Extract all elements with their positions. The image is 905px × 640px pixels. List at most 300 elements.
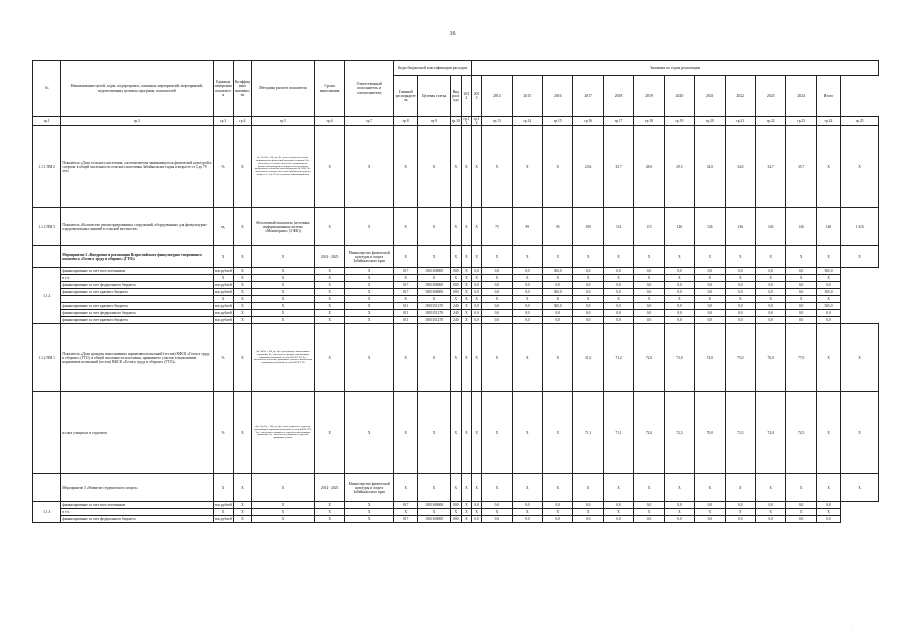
row-year-value: 89 — [512, 208, 542, 246]
financing-value: 0,0 — [543, 516, 573, 523]
financing-value: 0,0 — [543, 282, 573, 289]
row-year-value: Х — [461, 310, 471, 317]
row-cs: Х — [418, 474, 450, 502]
row-vr: Х — [450, 392, 461, 474]
financing-value: 0,0 — [786, 268, 816, 275]
financing-gl: 017 — [394, 289, 418, 296]
row-vr: Х — [450, 246, 461, 268]
row-coef: Х — [233, 303, 251, 310]
financing-value: 0,0 — [603, 268, 633, 275]
financing-vr: 240 — [450, 310, 461, 317]
header-method: Методика расчета показателя — [252, 61, 315, 117]
header-year: 2022 — [725, 76, 755, 117]
financing-name — [61, 296, 213, 303]
financing-value: Х — [816, 296, 840, 303]
header-vr: Вид расхода — [450, 76, 461, 117]
financing-value: 0,0 — [472, 516, 482, 523]
row-year-value: Х — [482, 126, 512, 208]
financing-cs: 1810100000 — [418, 289, 450, 296]
financing-value: 365,0 — [543, 268, 573, 275]
header-year: 2017 — [573, 76, 603, 117]
financing-value: 0,0 — [786, 516, 816, 523]
column-index-cell: гр.14 — [512, 117, 542, 126]
column-index-cell: гр.8 — [394, 117, 418, 126]
financing-value: 0,0 — [664, 289, 694, 296]
row-year-value: 115 — [634, 208, 664, 246]
financing-value: Х — [543, 275, 573, 282]
financing-unit: тыс.рублей — [214, 517, 232, 522]
header-name: Наименование целей, задач, подпрограмм, основных мероприятий, мероприятий, ведомственных целевых программ, показателей — [61, 61, 213, 117]
financing-value: 0,0 — [786, 303, 816, 310]
financing-value: Х — [573, 296, 603, 303]
event-row — [33, 246, 879, 268]
row-coef: Х — [233, 126, 251, 208]
financing-value: 0,0 — [755, 303, 785, 310]
row-method: Х — [252, 268, 315, 275]
financing-value: 0,0 — [482, 268, 512, 275]
row-year-value: 72,0 — [634, 392, 664, 474]
financing-gl: Х — [394, 275, 418, 282]
row-resp: Х — [345, 317, 394, 324]
row-year-value: Х — [816, 126, 840, 208]
financing-row — [33, 310, 879, 317]
row-resp: Х — [345, 208, 394, 246]
financing-value: 0,0 — [725, 516, 755, 523]
financing-value: 0,0 — [603, 310, 633, 317]
row-year-value: 74,0 — [755, 392, 785, 474]
row-year-value: Х — [543, 474, 573, 502]
row-resp: Х — [345, 289, 394, 296]
row-coef: Х — [233, 324, 251, 392]
column-index-cell: гр.2 — [61, 117, 213, 126]
financing-value: Х — [695, 509, 725, 516]
header-year: 2019 — [634, 76, 664, 117]
header-year: 2020 — [664, 76, 694, 117]
row-year-value: Х — [461, 246, 471, 268]
financing-value: Х — [482, 275, 512, 282]
row-year-value: Х — [461, 392, 471, 474]
financing-vr: Х — [450, 509, 461, 516]
row-year-value: Х — [603, 246, 633, 268]
row-year-value: 72,0 — [634, 324, 664, 392]
row-year-value: Х — [816, 324, 840, 392]
financing-name: финансирование за счет краевого бюджета — [61, 289, 213, 296]
column-index-cell: гр.22 — [755, 117, 785, 126]
financing-value: 0,0 — [664, 268, 694, 275]
financing-vr: 000 — [450, 289, 461, 296]
header-year: 2014 — [482, 76, 512, 117]
row-num — [33, 392, 61, 474]
financing-unit: тыс.рублей — [214, 283, 232, 288]
column-index-cell: гр.23 — [786, 117, 816, 126]
row-year-value: 34,0 — [725, 126, 755, 208]
row-term: Х — [314, 303, 344, 310]
financing-cs: 1810100000 — [418, 268, 450, 275]
row-year-value: Х — [482, 246, 512, 268]
row-term: 2014 - 2025 — [314, 474, 344, 502]
financing-value: 0,0 — [512, 289, 542, 296]
financing-value: 0,0 — [725, 268, 755, 275]
row-year-value: Х — [573, 474, 603, 502]
financing-value: 0,0 — [482, 317, 512, 324]
financing-row — [33, 296, 879, 303]
financing-value: Х — [725, 275, 755, 282]
row-resp: Х — [345, 303, 394, 310]
row-unit: Х — [213, 474, 233, 502]
row-year-value: 25,7 — [603, 126, 633, 208]
column-index-cell: гр.12 — [472, 117, 482, 126]
financing-value: 0,0 — [695, 310, 725, 317]
row-year-value: Х — [816, 474, 840, 502]
row-year-value: 71,1 — [603, 392, 633, 474]
financing-value: 0,0 — [664, 303, 694, 310]
financing-value: Х — [512, 275, 542, 282]
row-name: Мероприятие 3 «Развитие студенческого спорта» — [61, 474, 213, 502]
financing-value: 0,0 — [472, 317, 482, 324]
row-method: Дв=Чв/Чу × 100, где Дв - доля граждан, выполнивших нормативы; Чв - численность граждан, выполнивших нормативы испытаний (тестов) ВФСК ГТО; Чу - численность населения, принявшего участие в выполнении нормативов испытаний (тестов) ВФСК ГТО — [252, 324, 315, 392]
column-index-cell: гр.17 — [603, 117, 633, 126]
financing-name: в т.ч. — [61, 275, 213, 282]
financing-value: 0,0 — [816, 516, 840, 523]
financing-value: 0,0 — [472, 502, 482, 509]
row-method: Х — [252, 296, 315, 303]
financing-value: Х — [755, 509, 785, 516]
financing-value: 0,0 — [603, 317, 633, 324]
financing-value: 0,0 — [755, 317, 785, 324]
financing-row — [33, 317, 879, 324]
financing-value: 365,0 — [543, 303, 573, 310]
financing-value: 0,0 — [695, 268, 725, 275]
row-coef: Х — [233, 310, 251, 317]
row-method: Х — [252, 303, 315, 310]
row-year-value: 23,6 — [573, 126, 603, 208]
row-coef: Х — [233, 275, 251, 282]
financing-unit: Х — [213, 296, 233, 303]
row-year-value: Х — [664, 246, 694, 268]
financing-row — [33, 516, 879, 523]
financing-gl: Х — [394, 509, 418, 516]
row-resp: Х — [345, 268, 394, 275]
financing-value: 0,0 — [634, 303, 664, 310]
row-coef: Х — [233, 392, 251, 474]
financing-value: 0,0 — [573, 317, 603, 324]
financing-value: Х — [603, 296, 633, 303]
financing-value: 0,0 — [634, 268, 664, 275]
financing-name: финансирование за счет федерального бюджета — [61, 282, 213, 289]
financing-unit: тыс.рублей — [214, 304, 232, 309]
row-year-value: 29,5 — [664, 126, 694, 208]
financing-value: 0,0 — [816, 282, 840, 289]
row-name: Показатель «Количество реконструированных сооружений, оборудованных для физкультурно-оздоровительных занятий в сельской местности» — [61, 208, 213, 246]
financing-value: 0,0 — [664, 502, 694, 509]
row-vr: Х — [450, 126, 461, 208]
row-year-value: Х — [461, 268, 471, 275]
row-unit: Х — [213, 246, 233, 268]
row-total: Х — [841, 474, 879, 502]
row-year-value: Х — [472, 474, 482, 502]
financing-cs: 1810151270 — [418, 303, 450, 310]
financing-name: финансирование за счет всех источников — [61, 502, 213, 509]
row-year-value: Х — [472, 208, 482, 246]
row-year-value: 76,0 — [755, 324, 785, 392]
row-year-value: Х — [461, 289, 471, 296]
financing-gl: 017 — [394, 282, 418, 289]
row-method: Х — [252, 317, 315, 324]
financing-value: Х — [482, 296, 512, 303]
financing-value: 0,0 — [664, 317, 694, 324]
row-year-value: 28,0 — [634, 126, 664, 208]
financing-value: Х — [755, 296, 785, 303]
row-resp: Х — [345, 126, 394, 208]
row-term: Х — [314, 126, 344, 208]
row-resp: Х — [345, 275, 394, 282]
row-resp: Министерство физической культуры и спорта Забайкальского края — [345, 474, 394, 502]
financing-value: 0,0 — [786, 317, 816, 324]
header-term: Сроки выполнения — [314, 61, 344, 117]
column-index-cell: гр.16 — [573, 117, 603, 126]
financing-value: 0,0 — [603, 303, 633, 310]
financing-value: Х — [634, 296, 664, 303]
financing-value: 0,0 — [634, 310, 664, 317]
financing-value: Х — [472, 296, 482, 303]
row-method: Х — [252, 502, 315, 509]
financing-name: в т.ч. — [61, 509, 213, 516]
financing-value: 0,0 — [725, 310, 755, 317]
row-year-value: 71,1 — [573, 392, 603, 474]
row-term: Х — [314, 324, 344, 392]
row-cs: Х — [418, 246, 450, 268]
column-index-cell: гр.10 — [450, 117, 461, 126]
row-num: 1.1.2 ПМ 3 — [33, 208, 61, 246]
financing-gl: Х — [394, 296, 418, 303]
financing-value: 0,0 — [472, 310, 482, 317]
financing-value: 0,0 — [816, 502, 840, 509]
financing-value: Х — [543, 296, 573, 303]
financing-value: 0,0 — [482, 289, 512, 296]
financing-name: финансирование за счет всех источников — [61, 268, 213, 275]
financing-value: 0,0 — [573, 289, 603, 296]
row-resp: Х — [345, 324, 394, 392]
financing-unit: Х — [213, 275, 233, 282]
financing-value: Х — [725, 296, 755, 303]
row-resp: Х — [345, 310, 394, 317]
event-financing-block — [33, 268, 879, 324]
financing-value: 365,0 — [816, 268, 840, 275]
row-name: Показатель «Доля сельского населения, систематически занимающегося физической культурой и спортом, в общей численности сельского населения Забайкальского края в возрасте от 3 до 79 лет» — [61, 126, 213, 208]
row-term: Х — [314, 310, 344, 317]
financing-value: 0,0 — [755, 502, 785, 509]
row-resp: Х — [345, 392, 394, 474]
row-year-value: Х — [461, 516, 471, 523]
column-index-cell: гр.19 — [664, 117, 694, 126]
financing-vr: 000 — [450, 502, 461, 509]
financing-value: 0,0 — [573, 516, 603, 523]
column-index-cell: гр.21 — [725, 117, 755, 126]
financing-value: 0,0 — [482, 282, 512, 289]
financing-vr: 000 — [450, 268, 461, 275]
row-term: 2014 - 2025 — [314, 246, 344, 268]
header-cs: Целевая статья — [418, 76, 450, 117]
financing-value: 0,0 — [755, 282, 785, 289]
row-term: Х — [314, 509, 344, 516]
row-year-value: 74,5 — [786, 392, 816, 474]
column-index-cell: гр.25 — [841, 117, 879, 126]
financing-value: Х — [472, 509, 482, 516]
row-year-value: 72,5 — [664, 392, 694, 474]
financing-value: 0,0 — [512, 516, 542, 523]
row-num — [33, 474, 61, 502]
financing-unit: тыс.рублей — [214, 290, 232, 295]
financing-gl: 011 — [394, 310, 418, 317]
row-year-value: Х — [543, 126, 573, 208]
row-total: Х — [841, 392, 879, 474]
row-method: Х — [252, 509, 315, 516]
financing-value: Х — [664, 275, 694, 282]
row-term: Х — [314, 392, 344, 474]
row-resp: Министерство физической культуры и спорта Забайкальского края — [345, 246, 394, 268]
row-year-value: Х — [816, 246, 840, 268]
financing-value: 0,0 — [695, 303, 725, 310]
financing-name: финансирование за счет краевого бюджета — [61, 303, 213, 310]
financing-value: 0,0 — [634, 282, 664, 289]
financing-value: 0,0 — [786, 282, 816, 289]
row-year-value: Х — [543, 392, 573, 474]
row-year-value: Х — [472, 246, 482, 268]
header-gl: Главный распорядитель — [394, 76, 418, 117]
row-coef: Х — [233, 289, 251, 296]
program-table — [32, 60, 879, 523]
row-year-value: Х — [461, 126, 471, 208]
row-unit: ед. — [213, 208, 233, 246]
row-coef: Х — [233, 208, 251, 246]
row-year-value: Х — [461, 474, 471, 502]
row-total: 1 316 — [841, 208, 879, 246]
row-term: Х — [314, 275, 344, 282]
financing-value: 0,0 — [472, 303, 482, 310]
column-index-cell: гр.5 — [252, 117, 315, 126]
financing-value: 0,0 — [573, 282, 603, 289]
financing-value: 0,0 — [512, 502, 542, 509]
row-year-value: Х — [461, 296, 471, 303]
financing-cs: 1810151270 — [418, 310, 450, 317]
row-year-value: Х — [816, 392, 840, 474]
row-year-value: Х — [472, 126, 482, 208]
row-year-value: Х — [725, 246, 755, 268]
header-year: 2013 — [472, 76, 482, 117]
financing-vr: Х — [450, 296, 461, 303]
row-year-value: Х — [634, 246, 664, 268]
column-index-cell: гр.15 — [543, 117, 573, 126]
header-year: 2021 — [695, 76, 725, 117]
financing-cs: 1810151270 — [418, 317, 450, 324]
financing-row — [33, 502, 879, 509]
row-resp: Х — [345, 516, 394, 523]
row-unit: % — [213, 392, 233, 474]
financing-value: Х — [472, 275, 482, 282]
financing-value: Х — [695, 275, 725, 282]
row-year-value: Х — [786, 246, 816, 268]
financing-unit: тыс.рублей — [214, 503, 232, 508]
row-year-value: 70,0 — [695, 392, 725, 474]
header-year: 2023 — [755, 76, 785, 117]
financing-value: 0,0 — [755, 310, 785, 317]
row-year-value: Х — [664, 474, 694, 502]
event-financing-block — [33, 502, 879, 523]
row-total: Х — [841, 324, 879, 392]
financing-value: 0,0 — [603, 282, 633, 289]
financing-value: Х — [755, 275, 785, 282]
row-total: Х — [841, 246, 879, 268]
financing-cs: 1810100000 — [418, 502, 450, 509]
financing-cs: Х — [418, 296, 450, 303]
row-year-value: Х — [603, 474, 633, 502]
financing-row — [33, 289, 879, 296]
financing-gl: 017 — [394, 268, 418, 275]
row-year-value: Х — [786, 474, 816, 502]
financing-value: 0,0 — [725, 282, 755, 289]
indicator-row — [33, 208, 879, 246]
event-row — [33, 474, 879, 502]
row-coef: Х — [233, 516, 251, 523]
row-year-value: 140 — [755, 208, 785, 246]
header-coef: Коэффициент значимости — [233, 61, 251, 117]
row-gl: Х — [394, 208, 418, 246]
row-term: Х — [314, 516, 344, 523]
financing-value: Х — [573, 509, 603, 516]
row-year-value: Х — [695, 474, 725, 502]
financing-value: 0,0 — [664, 282, 694, 289]
financing-value: 0,0 — [725, 317, 755, 324]
row-coef: Х — [233, 317, 251, 324]
row-gl: Х — [394, 474, 418, 502]
header-total: Итого — [816, 76, 840, 117]
financing-value: 365,0 — [816, 303, 840, 310]
row-year-value: 140 — [816, 208, 840, 246]
row-num: 1.1.2 — [33, 268, 61, 324]
row-year-value: Х — [512, 474, 542, 502]
row-total: Х — [841, 126, 879, 208]
financing-vr: 000 — [450, 282, 461, 289]
financing-unit: Х — [213, 509, 233, 516]
financing-value: 0,0 — [512, 317, 542, 324]
financing-value: Х — [512, 509, 542, 516]
header-values-group: Значения по годам реализации — [472, 61, 879, 76]
financing-value: 0,0 — [482, 303, 512, 310]
row-method: Х — [252, 289, 315, 296]
row-method: Дус=Чус/Чу × 100, где Дус - доля учащихся и студентов, выполнивших нормативы испытаний (тестов) ВФСК ГТО; Чус - численность учащихся и студентов, выполнивших нормативы; Чу - численность учащихся и студентов, принявших участие — [252, 392, 315, 474]
financing-value: 0,0 — [725, 303, 755, 310]
financing-value: Х — [543, 509, 573, 516]
financing-value: Х — [603, 275, 633, 282]
financing-gl: 017 — [394, 502, 418, 509]
financing-value: 0,0 — [512, 268, 542, 275]
header-year: 2015 — [512, 76, 542, 117]
row-coef: Х — [233, 268, 251, 275]
row-year-value: 140 — [786, 208, 816, 246]
row-year-value: Х — [482, 324, 512, 392]
financing-value: 0,0 — [603, 516, 633, 523]
financing-row — [33, 282, 879, 289]
program-table-sheet — [32, 60, 879, 523]
financing-value: 0,0 — [634, 516, 664, 523]
row-term: Х — [314, 289, 344, 296]
row-term: Х — [314, 208, 344, 246]
row-year-value: 35,7 — [786, 126, 816, 208]
header-year: 2012 — [461, 76, 471, 117]
financing-name: финансирование за счет федерального бюджета — [61, 310, 213, 317]
header-resp: Ответственный исполнитель и соисполнители — [345, 61, 394, 117]
financing-value: 0,0 — [816, 310, 840, 317]
